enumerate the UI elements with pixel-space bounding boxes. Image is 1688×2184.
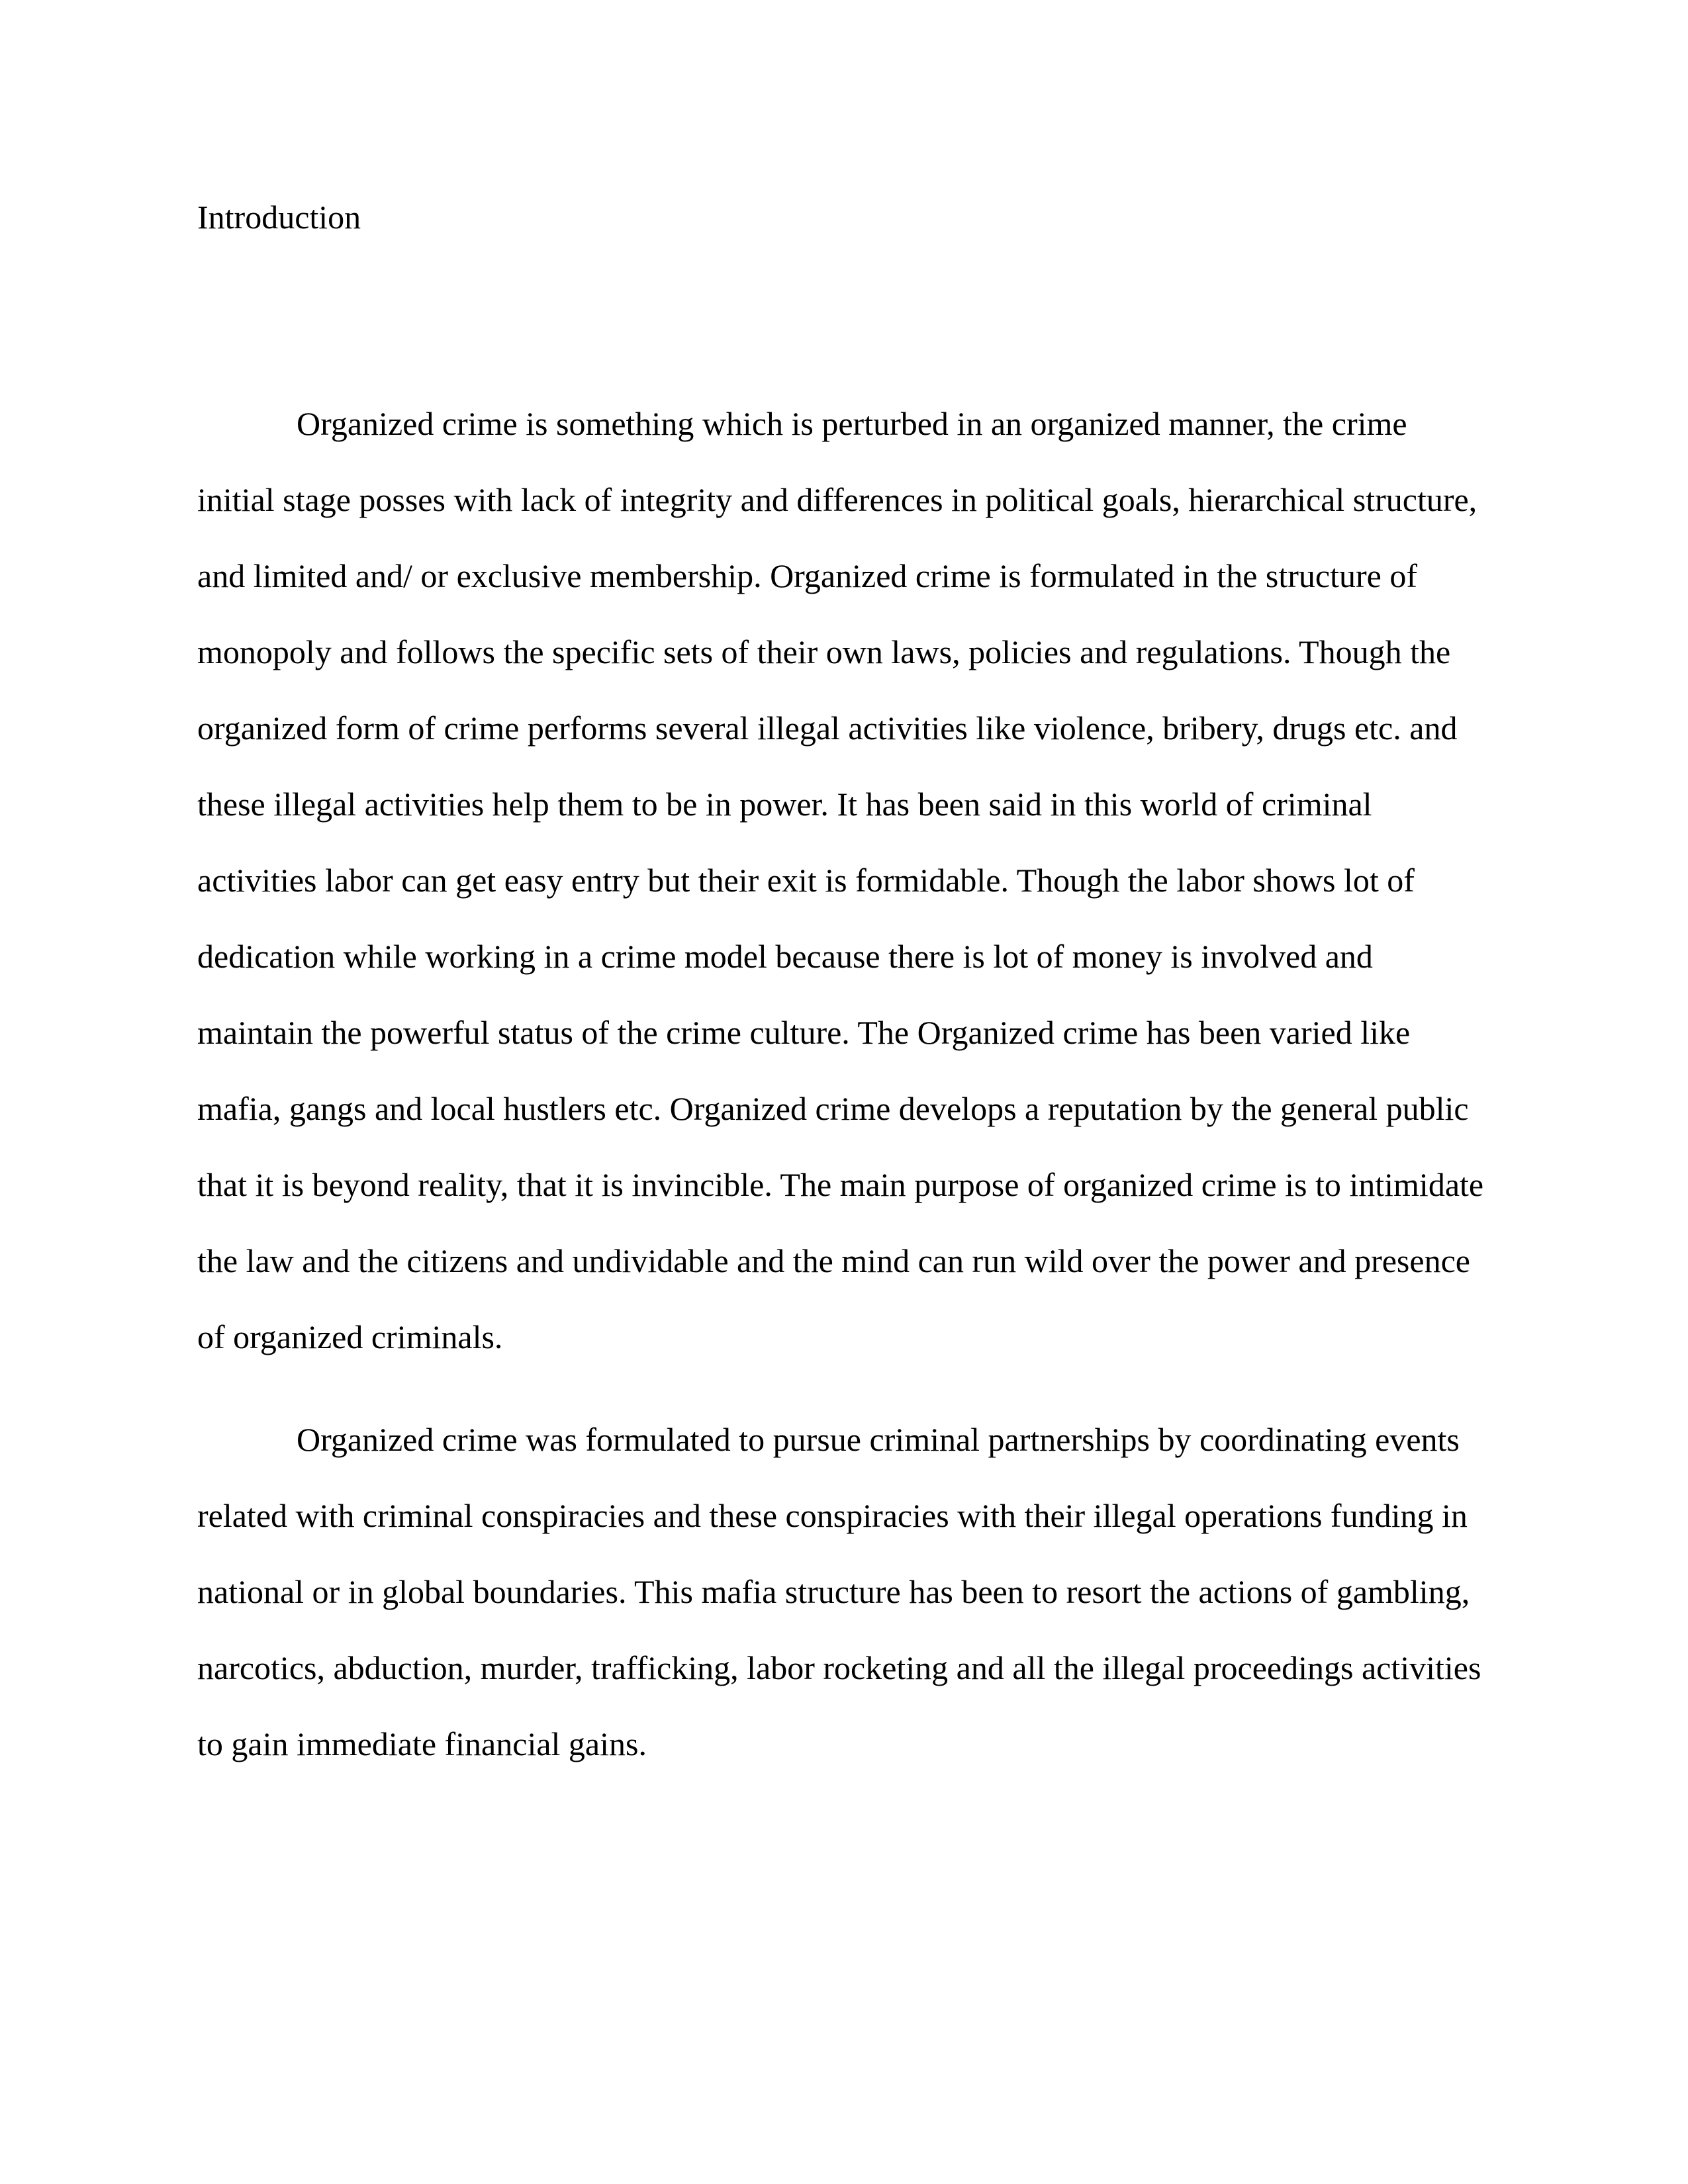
text-line: Organized crime was formulated to pursue criminal partnerships by coordinating events [297, 1421, 1460, 1458]
text-line: maintain the powerful status of the crime culture. The Organized crime has been varied like [197, 1014, 1411, 1051]
text-line: mafia, gangs and local hustlers etc. Organized crime develops a reputation by the general public [197, 1090, 1469, 1127]
text-line: monopoly and follows the specific sets of their own laws, policies and regulations. Though the [197, 633, 1451, 670]
page-title: Introduction [197, 199, 361, 236]
text-line: initial stage posses with lack of integrity and differences in political goals, hierarchical structure, [197, 481, 1477, 518]
text-line: organized form of crime performs several illegal activities like violence, bribery, drugs etc. and [197, 709, 1458, 747]
text-line: narcotics, abduction, murder, trafficking, labor rocketing and all the illegal proceedings activities [197, 1649, 1481, 1686]
text-line: and limited and/ or exclusive membership. Organized crime is formulated in the structure of [197, 557, 1417, 594]
text-line: national or in global boundaries. This mafia structure has been to resort the actions of gambling, [197, 1573, 1470, 1610]
text-line: to gain immediate financial gains. [197, 1725, 647, 1762]
text-line: the law and the citizens and undividable and the mind can run wild over the power and presence [197, 1242, 1470, 1279]
text-line: activities labor can get easy entry but their exit is formidable. Though the labor shows lot of [197, 862, 1415, 899]
text-line: that it is beyond reality, that it is invincible. The main purpose of organized crime is to intimidate [197, 1166, 1484, 1203]
paragraph-2 [197, 1402, 1493, 1782]
text-line: dedication while working in a crime model because there is lot of money is involved and [197, 938, 1373, 975]
text-line: of organized criminals. [197, 1318, 503, 1355]
text-line: these illegal activities help them to be in power. It has been said in this world of criminal [197, 786, 1372, 823]
text-line: related with criminal conspiracies and these conspiracies with their illegal operations funding in [197, 1497, 1468, 1534]
text-line: Organized crime is something which is perturbed in an organized manner, the crime [297, 405, 1407, 442]
paragraph-1 [197, 386, 1493, 1375]
